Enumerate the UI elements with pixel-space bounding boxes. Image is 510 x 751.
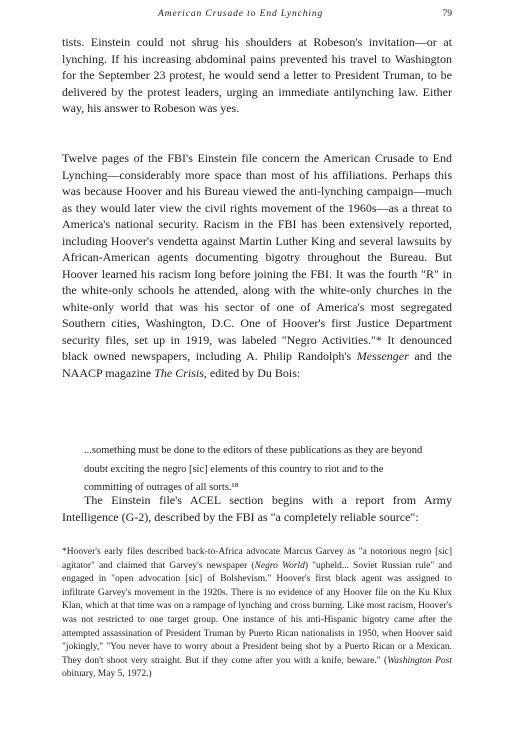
block-quote-text: ...something must be done to the editors of these publications as they are beyond doubt exciting the negro [sic] elements of this country to riot and to the committing of outrages of all sorts.¹⁸ — [84, 445, 423, 493]
paragraph-3 — [62, 492, 452, 525]
running-header — [62, 9, 452, 23]
paragraph-2-mid: and the NAACP magazine — [62, 349, 452, 380]
footnote — [62, 546, 452, 682]
footnote-part-3: obituary, May 5, 1972.) — [62, 669, 152, 680]
paragraph-2-main: Twelve pages of the FBI's Einstein file concern the American Crusade to End Lynching—considerably more space than most of his affiliations. Perhaps this was because Hoover and his Bureau viewed the anti-lynching campaign—much as they would later view the civil rights movement of the 1960s—as a threat to America's national security. Racism in the FBI has been extensively reported, including Hoover's vendetta against Martin Luther King and several lawsuits by African-American agents documenting bigotry throughout the Bureau. But Hoover learned his racism long before joining the FBI. It was the fourth "R" in the white-only schools he attended, along with the white-only churches in the white-only world that was his sector of one of America's most segregated Southern cities, Washington, D.C. One of Hoover's first Justice Department security files, set up in 1919, was labeled "Negro Activities."* It denounced black owned newspapers, including A. Philip Randolph's — [62, 151, 452, 363]
paragraph-1 — [62, 34, 452, 117]
paragraph-2-text — [62, 150, 452, 381]
crisis-title: The Crisis — [154, 365, 204, 380]
footnote-text — [62, 546, 452, 682]
negro-world-title: Negro World — [254, 560, 305, 571]
paragraph-3-text: The Einstein file's ACEL section begins with a report from Army Intelligence (G-2), described by the FBI as "a completely reliable source": — [62, 493, 452, 524]
washington-post-title: Washington Post — [387, 655, 452, 666]
paragraph-1-text: tists. Einstein could not shrug his shoulders at Robeson's invitation—or at lynching. If his increasing abdominal pains prevented his travel to Washington for the September 23 protest, he would send a letter to President Truman, to be delivered by the protest leaders, urging an immediate antilynching law. Either way, his answer to Robeson was yes. — [62, 35, 452, 115]
block-quote — [84, 442, 424, 498]
messenger-title: Messenger — [356, 349, 409, 363]
page-number: 79 — [442, 9, 452, 19]
paragraph-2-tail: , edited by Du Bois: — [203, 365, 301, 380]
footnote-part-2: ) "upheld... Soviet Russian rule" and engaged in "open advocation [sic] of Bolshevism." Hoover's first black agent was assigned to infiltrate Garvey's movement in the 1920s. There is no evidence of any Hoover file on the Ku Klux Klan, which at that time was on a rampage of lynching and cross burning. Like most racism, Hoover's was not restricted to one target group. One instance of his anti-Hispanic bigotry came after the attempted assassination of President Truman by Puerto Rican nationalists in 1950, when Hoover said "jokingly," "You never have to worry about a President being shot by a Puerto Rican or a Mexican. They don't shoot very straight. But if they come after you with a knife, beware." ( — [62, 560, 452, 666]
footnote-part-1: *Hoover's early files described back-to-Africa advocate Marcus Garvey as "a notorious negro [sic] agitator" and claimed that Garvey's newspaper ( — [62, 547, 452, 571]
running-title: American Crusade to End Lynching — [158, 9, 324, 19]
paragraph-2 — [62, 150, 452, 381]
